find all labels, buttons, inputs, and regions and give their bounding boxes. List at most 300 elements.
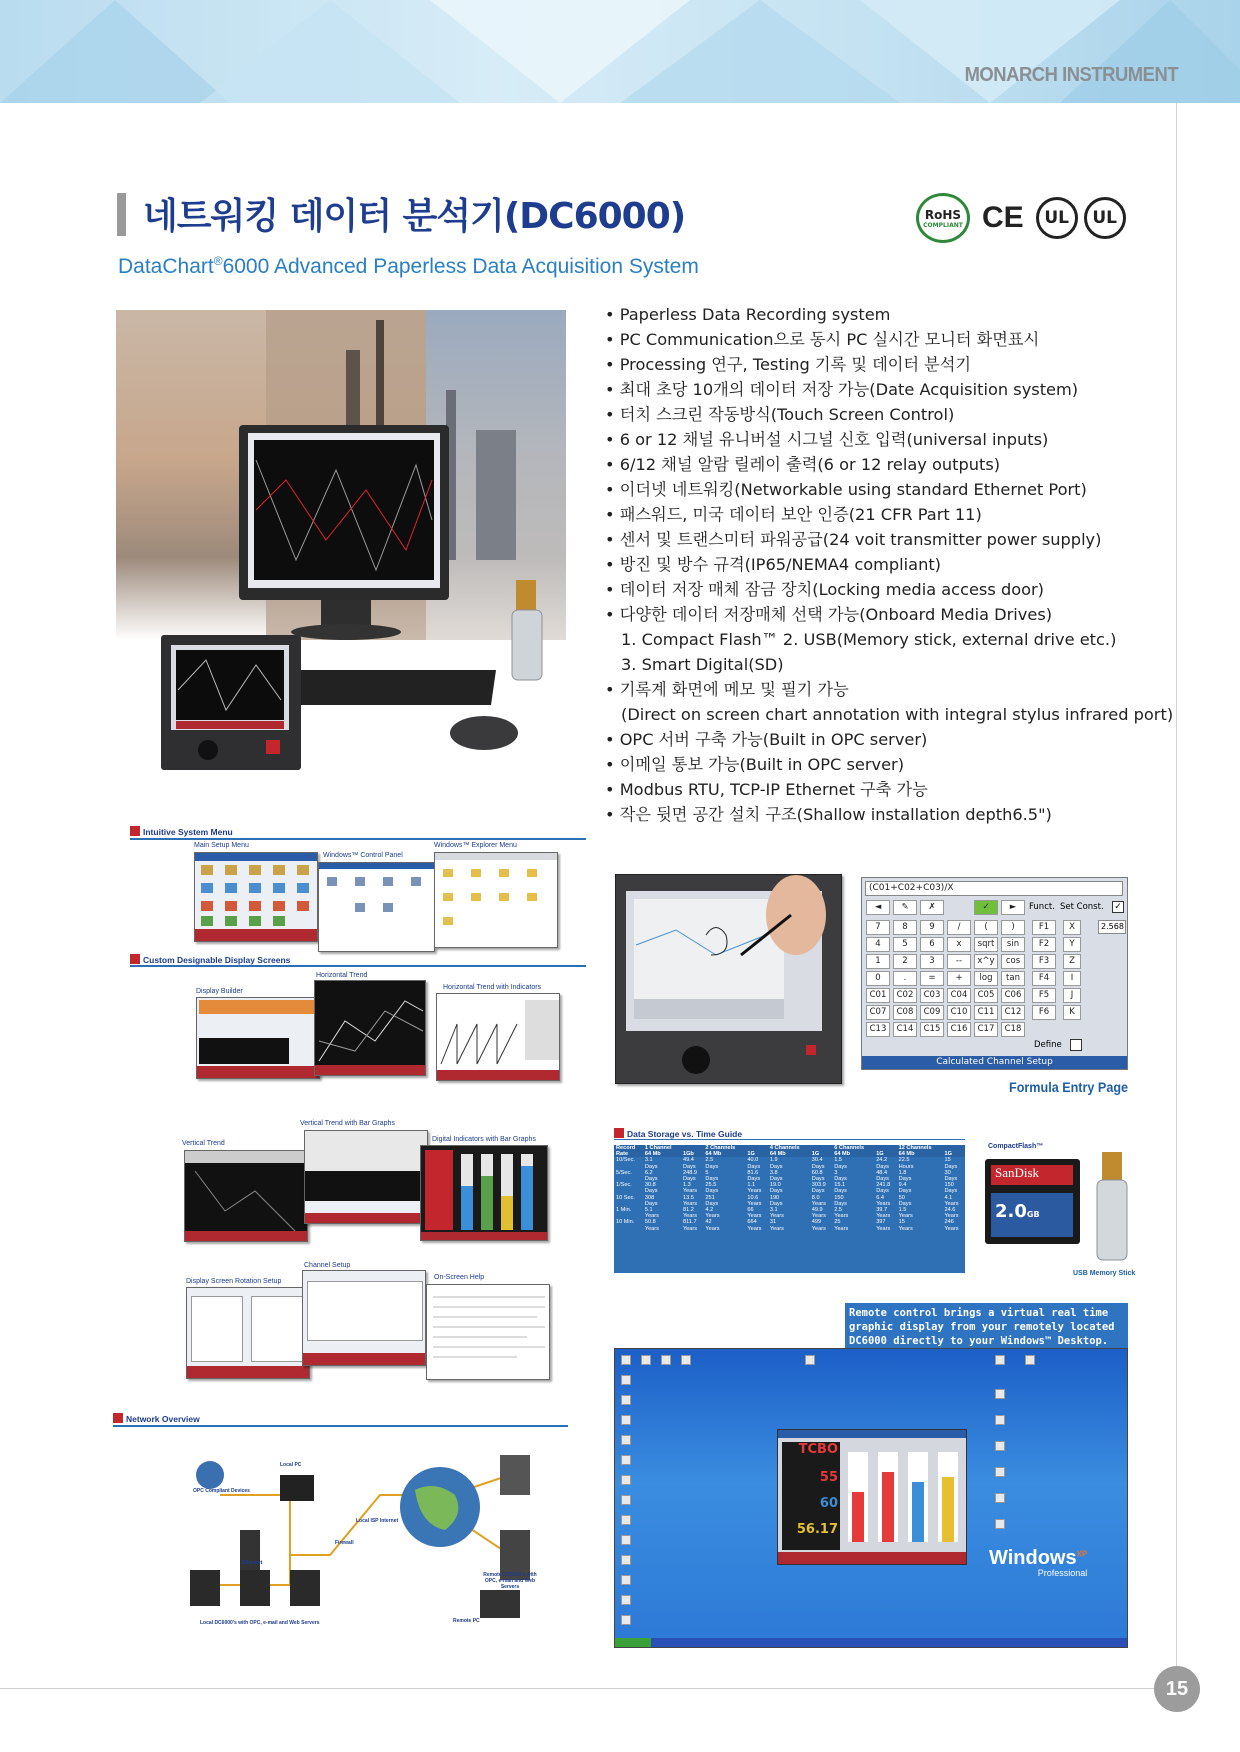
formula-key[interactable]: I — [1063, 971, 1081, 986]
storage-cell: 3.1 — [644, 1157, 653, 1164]
desktop-shortcut-icon[interactable] — [995, 1415, 1005, 1425]
product-illustration — [116, 310, 566, 780]
horizontal-trend-indicators-screenshot — [436, 993, 560, 1081]
readout-3: 60 — [819, 1496, 838, 1511]
formula-key[interactable]: 6 — [920, 937, 944, 952]
desktop-shortcut-icon[interactable] — [1025, 1355, 1035, 1365]
formula-key[interactable]: ( — [974, 920, 998, 935]
right-arrow-key[interactable]: ► — [1001, 900, 1025, 915]
feature-item: • 다양한 데이터 저장매체 선택 가능(Onboard Media Drives) — [605, 605, 1053, 624]
rohs-sub-label: COMPLIANT — [923, 221, 963, 229]
channel-setup-form — [307, 1281, 423, 1341]
feature-item: • Modbus RTU, TCP-IP Ethernet 구축 가능 — [605, 780, 928, 799]
feature-item: • 6/12 채널 알람 릴레이 출력(6 or 12 relay outputs) — [605, 455, 1001, 474]
formula-key[interactable]: 4 — [866, 937, 890, 952]
storage-cell: 1.9 — [769, 1157, 778, 1164]
desktop-shortcut-icon[interactable] — [621, 1435, 631, 1445]
desktop-shortcut-icon[interactable] — [641, 1355, 651, 1365]
storage-cell: Days — [705, 1188, 719, 1195]
storage-cell: 2.5 — [705, 1157, 714, 1164]
storage-cell: 308 — [644, 1194, 655, 1201]
section-rule — [130, 965, 586, 967]
desktop-shortcut-icon[interactable] — [805, 1355, 815, 1365]
storage-cell: 30.4 — [811, 1157, 823, 1164]
funct-label: Funct. — [1029, 902, 1055, 912]
storage-cell: 2 Channels — [703, 1145, 745, 1151]
formula-key[interactable]: ) — [1001, 920, 1025, 935]
footer-rule — [0, 1688, 1160, 1689]
storage-cell: 1G — [942, 1151, 965, 1157]
shot-caption-onscreen-help: On-Screen Help — [434, 1274, 485, 1281]
desktop-shortcut-icon[interactable] — [995, 1519, 1005, 1529]
storage-cell: 22.5 — [898, 1157, 910, 1164]
screen-statusbar — [195, 929, 317, 941]
storage-cell: 64 Mb — [703, 1151, 745, 1157]
storage-cell: 246 — [944, 1219, 954, 1226]
formula-key[interactable]: C17 — [974, 1022, 998, 1037]
bar-graphs — [844, 1442, 964, 1550]
storage-cell: Days — [944, 1176, 958, 1183]
desktop-shortcut-icon[interactable] — [621, 1375, 631, 1385]
header-banner — [0, 0, 1240, 103]
formula-key[interactable]: 0 — [866, 971, 890, 986]
storage-cell: Years — [876, 1225, 891, 1232]
page-subtitle — [118, 254, 699, 279]
storage-cell: 150 — [834, 1194, 844, 1201]
storage-cell — [614, 1226, 643, 1232]
desktop-shortcut-icon[interactable] — [681, 1355, 691, 1365]
remote-viewer-titlebar — [778, 1430, 966, 1438]
storage-cell: Days — [644, 1188, 658, 1195]
storage-cell: 31 — [769, 1219, 777, 1226]
storage-cell: 13.5 — [682, 1194, 694, 1201]
network-label-firewall: Firewall — [335, 1540, 354, 1546]
formula-key[interactable]: C05 — [974, 988, 998, 1003]
formula-key[interactable]: F4 — [1032, 971, 1056, 986]
storage-cell: Days — [834, 1163, 847, 1170]
digital-bars — [421, 1146, 548, 1241]
formula-key[interactable]: 5 — [893, 937, 917, 952]
storage-cell: 25 — [834, 1219, 841, 1226]
formula-key[interactable]: -- — [947, 954, 971, 969]
storage-cell: 64 Mb — [897, 1151, 943, 1157]
feature-item: • PC Communication으로 동시 PC 실시간 모니터 화면표시 — [605, 330, 1040, 349]
storage-cell: 4 Channels — [768, 1145, 810, 1151]
desktop-shortcut-icon[interactable] — [995, 1355, 1005, 1365]
storage-cell: 3.1 — [769, 1207, 778, 1214]
network-label-ethernet: Ethernet — [242, 1560, 263, 1566]
title-accent-bar — [117, 193, 126, 236]
registered-mark: ® — [213, 254, 223, 268]
formula-key[interactable]: C12 — [1001, 1005, 1025, 1020]
usb-stick-image — [1092, 1150, 1132, 1268]
formula-key[interactable]: Y — [1063, 937, 1081, 952]
const-value-field[interactable]: 2.568 — [1098, 920, 1126, 934]
storage-cell: 1Gb — [681, 1151, 703, 1157]
storage-cell: 1G — [874, 1151, 896, 1157]
desktop-shortcut-icon[interactable] — [621, 1515, 631, 1525]
display-builder-screenshot — [196, 997, 320, 1079]
product-hero-image — [116, 310, 566, 780]
rohs-label: RoHS — [924, 207, 962, 222]
feature-item: • 작은 뒷면 공간 설치 구조(Shallow installation depth6.5") — [605, 805, 1052, 824]
storage-cell: Record — [614, 1145, 643, 1151]
formula-key[interactable]: C15 — [920, 1022, 944, 1037]
storage-cell: Years — [898, 1225, 913, 1232]
screen-statusbar — [187, 1366, 309, 1378]
formula-key[interactable]: C02 — [893, 988, 917, 1003]
screen-statusbar — [197, 1066, 319, 1078]
storage-cell: Days — [898, 1176, 912, 1183]
storage-cell: 1G — [810, 1151, 832, 1157]
stylus-annotation-photo — [615, 874, 842, 1084]
storage-cell: Years — [834, 1213, 849, 1220]
screen-titlebar — [195, 853, 317, 861]
storage-cell: Days — [644, 1163, 658, 1170]
storage-cell: 30 — [944, 1169, 951, 1176]
storage-cell: Days — [769, 1200, 783, 1207]
desktop-shortcut-icon[interactable] — [621, 1395, 631, 1405]
formula-key[interactable]: x^y — [974, 954, 998, 969]
rotation-list-right — [251, 1296, 303, 1362]
storage-cell: 3 — [834, 1169, 838, 1176]
storage-cell: Days — [876, 1163, 889, 1170]
feature-item: • 방진 및 방수 규격(IP65/NEMA4 compliant) — [605, 555, 941, 574]
formula-key[interactable]: C09 — [920, 1005, 944, 1020]
feature-sub-item: (Direct on screen chart annotation with integral stylus infrared port) — [621, 705, 1174, 724]
storage-cell: 15.1 — [834, 1182, 846, 1189]
feature-item: • 6 or 12 채널 유니버설 시그널 신호 입력(universal inputs) — [605, 430, 1049, 449]
formula-key[interactable]: 7 — [866, 920, 890, 935]
network-diagram — [180, 1435, 540, 1635]
storage-cell: Days — [747, 1176, 761, 1183]
desktop-shortcut-icon[interactable] — [621, 1535, 631, 1545]
storage-cell: 10 Sec. — [616, 1194, 635, 1201]
storage-cell: 15 — [898, 1219, 905, 1226]
storage-cell: Years — [876, 1213, 891, 1220]
storage-cell: Years — [682, 1225, 698, 1232]
storage-cell: 66 — [747, 1207, 754, 1214]
formula-key[interactable]: F6 — [1032, 1005, 1056, 1020]
desktop-shortcut-icon[interactable] — [661, 1355, 671, 1365]
header-pattern — [0, 0, 1240, 103]
stylus-illustration — [616, 875, 842, 1084]
feature-list — [605, 302, 1174, 827]
section-heading-network: Network Overview — [113, 1413, 200, 1424]
formula-key[interactable]: C18 — [1001, 1022, 1025, 1037]
compactflash-card — [985, 1159, 1080, 1244]
cf-size: 2.0 — [995, 1201, 1027, 1222]
storage-cell: 1/Sec. — [616, 1182, 632, 1189]
formula-key[interactable]: tan — [1001, 971, 1025, 986]
stylus-key[interactable]: ✎ — [893, 900, 917, 915]
onscreen-help-screenshot — [426, 1284, 550, 1380]
storage-cell: Years — [644, 1225, 659, 1232]
storage-cell: 248.9 — [682, 1169, 697, 1176]
storage-cell: Years — [811, 1225, 826, 1232]
shot-caption-horizontal-trend-indicators: Horizontal Trend with Indicators — [443, 984, 542, 991]
feature-item: • Processing 연구, Testing 기록 및 데이터 분석기 — [605, 355, 972, 374]
taskbar[interactable] — [615, 1638, 1127, 1647]
storage-cell: Days — [644, 1176, 658, 1183]
desktop-shortcut-icon[interactable] — [995, 1441, 1005, 1451]
explorer-icons — [435, 853, 558, 948]
storage-time-table — [614, 1145, 965, 1273]
feature-item: • 데이터 저장 매체 잠금 장치(Locking media access door) — [605, 580, 1044, 599]
storage-cell: 15 — [944, 1157, 951, 1164]
storage-cell: Years — [644, 1213, 659, 1220]
storage-cell: 50.8 — [644, 1219, 656, 1226]
storage-cell: 1.1 — [747, 1182, 756, 1189]
desktop-shortcut-icon[interactable] — [621, 1595, 631, 1605]
builder-header-row — [199, 1000, 317, 1014]
storage-cell: Years — [944, 1213, 959, 1220]
storage-cell: Years — [682, 1200, 698, 1207]
formula-key[interactable]: + — [947, 971, 971, 986]
cul-logo: UL — [1084, 197, 1126, 239]
rohs-logo — [916, 193, 970, 243]
formula-key[interactable]: C04 — [947, 988, 971, 1003]
formula-key[interactable]: F1 — [1032, 920, 1056, 935]
storage-cell: Days — [747, 1163, 761, 1170]
storage-cell: Days — [944, 1188, 958, 1195]
storage-cell: 6.4 — [876, 1194, 884, 1201]
main-setup-screenshot — [194, 852, 318, 942]
formula-key[interactable]: F3 — [1032, 954, 1056, 969]
storage-cell: 64 Mb — [832, 1151, 874, 1157]
feature-item: • 이더넷 네트워킹(Networkable using standard Ethernet Port) — [605, 480, 1087, 499]
shot-caption-control-panel: Windows™ Control Panel — [323, 852, 403, 859]
formula-key[interactable]: F2 — [1032, 937, 1056, 952]
storage-cell: 10/Sec. — [616, 1157, 635, 1164]
storage-cell: 24.2 — [876, 1157, 888, 1164]
windows-xp-logo — [989, 1547, 1087, 1578]
shot-caption-horizontal-trend: Horizontal Trend — [316, 972, 368, 979]
subtitle-prefix: DataChart — [118, 255, 214, 278]
cancel-key[interactable]: ✗ — [920, 900, 944, 915]
storage-cell: 25.5 — [705, 1182, 717, 1189]
section-heading-storage: Data Storage vs. Time Guide — [614, 1128, 742, 1139]
storage-cell: 40.0 — [747, 1157, 759, 1164]
storage-cell: 2.5 — [834, 1207, 843, 1214]
storage-cell: 4.1 — [944, 1194, 953, 1201]
formula-key[interactable]: C13 — [866, 1022, 890, 1037]
storage-cell: Days — [769, 1188, 783, 1195]
trend-sawtooth — [437, 994, 560, 1081]
network-label-remote-units: Remote DC6000's with OPC, e-mail and Web Servers — [483, 1572, 537, 1590]
formula-key[interactable]: / — [947, 920, 971, 935]
formula-key[interactable]: C06 — [1001, 988, 1025, 1003]
storage-cell: Days — [834, 1176, 847, 1183]
desktop-shortcut-icon[interactable] — [621, 1615, 631, 1625]
storage-cell: 10.6 — [747, 1194, 759, 1201]
storage-cell: Days — [876, 1176, 889, 1183]
remote-viewer-window — [777, 1429, 967, 1565]
storage-cell: Hours — [898, 1163, 914, 1170]
vertical-trend-bars — [305, 1131, 428, 1224]
formula-key[interactable]: C01 — [866, 988, 890, 1003]
storage-table — [614, 1145, 965, 1232]
formula-key[interactable]: C11 — [974, 1005, 998, 1020]
screen-statusbar — [303, 1353, 425, 1365]
rotation-list-left — [191, 1296, 243, 1362]
network-label-local-pc: Local PC — [280, 1462, 302, 1468]
storage-cell: Days — [834, 1200, 847, 1207]
desktop-shortcut-icon[interactable] — [621, 1555, 631, 1565]
formula-key[interactable]: 8 — [893, 920, 917, 935]
storage-cell: Days — [811, 1176, 825, 1183]
formula-key[interactable]: C07 — [866, 1005, 890, 1020]
formula-key[interactable]: C08 — [893, 1005, 917, 1020]
desktop-shortcut-icon[interactable] — [621, 1495, 631, 1505]
storage-cell: 8.0 — [811, 1194, 820, 1201]
formula-key[interactable]: K — [1063, 1005, 1081, 1020]
storage-cell: Days — [644, 1200, 658, 1207]
storage-cell: Years — [747, 1225, 762, 1232]
storage-cell: Years — [747, 1213, 762, 1220]
formula-key[interactable]: F5 — [1032, 988, 1056, 1003]
storage-cell: Years — [876, 1200, 891, 1207]
control-panel-icons — [319, 863, 435, 952]
feature-item: • OPC 서버 구축 가능(Built in OPC server) — [605, 730, 928, 749]
start-button[interactable] — [615, 1638, 651, 1647]
storage-cell: Years — [944, 1200, 959, 1207]
formula-key[interactable]: C03 — [920, 988, 944, 1003]
storage-cell: 42 — [705, 1219, 712, 1226]
section-rule — [614, 1139, 965, 1140]
formula-key[interactable]: Z — [1063, 954, 1081, 969]
shot-caption-rotation: Display Screen Rotation Setup — [186, 1278, 282, 1285]
storage-cell: Years — [705, 1213, 720, 1220]
readout-4: 56.17 — [796, 1522, 838, 1537]
formula-key[interactable]: = — [920, 971, 944, 986]
formula-key[interactable]: J — [1063, 988, 1081, 1003]
storage-cell: 12 Channels — [897, 1145, 943, 1151]
formula-key[interactable]: cos — [1001, 954, 1025, 969]
feature-item: • Paperless Data Recording system — [605, 305, 891, 324]
cf-unit: GB — [1026, 1210, 1040, 1219]
feature-item: • 기록계 화면에 메모 및 필기 가능 — [605, 680, 849, 699]
storage-cell: 1.3 — [682, 1182, 691, 1189]
storage-cell: 64 Mb — [643, 1151, 681, 1157]
storage-cell: 303.9 — [811, 1182, 826, 1189]
formula-key[interactable]: x — [947, 937, 971, 952]
storage-cell: 5.1 — [644, 1207, 653, 1214]
storage-cell: Days — [705, 1200, 719, 1207]
desktop-shortcut-icon[interactable] — [621, 1575, 631, 1585]
storage-cell: 811.7 — [682, 1219, 697, 1226]
storage-cell: 5 — [705, 1169, 709, 1176]
control-panel-screenshot — [318, 862, 435, 952]
desktop-shortcut-icon[interactable] — [621, 1415, 631, 1425]
formula-key[interactable]: log — [974, 971, 998, 986]
help-text-lines — [427, 1285, 550, 1380]
formula-key[interactable]: X — [1063, 920, 1081, 935]
readout-1: TCBO — [798, 1442, 838, 1457]
remote-viewer-statusbar — [778, 1552, 966, 1564]
storage-cell: Days — [769, 1176, 783, 1183]
define-checkbox[interactable] — [1070, 1039, 1082, 1051]
storage-cell: Years — [944, 1225, 959, 1232]
storage-cell: 190 — [769, 1194, 780, 1201]
storage-cell: Days — [769, 1163, 783, 1170]
formula-key[interactable]: 9 — [920, 920, 944, 935]
network-label-remote-pc: Remote PC — [453, 1618, 480, 1624]
formula-key[interactable]: 1 — [866, 954, 890, 969]
storage-cell: 81.2 — [682, 1207, 694, 1214]
feature-item: • 패스워드, 미국 데이터 보안 인증(21 CFR Part 11) — [605, 505, 982, 524]
storage-cell: Years — [747, 1200, 762, 1207]
usb-stick-label: USB Memory Stick — [1073, 1270, 1136, 1277]
horizontal-trend-screenshot — [314, 980, 426, 1076]
set-const-checkbox[interactable]: ✓ — [1112, 901, 1124, 913]
formula-key[interactable]: . — [893, 971, 917, 986]
formula-expression-field[interactable]: (C01+C02+C03)/X — [865, 881, 1123, 896]
storage-cell: 499 — [811, 1219, 822, 1226]
storage-cell: 19.0 — [769, 1182, 781, 1189]
formula-key[interactable]: C14 — [893, 1022, 917, 1037]
storage-cell: 64 Mb — [768, 1151, 810, 1157]
formula-key[interactable]: sin — [1001, 937, 1025, 952]
network-label-opc: OPC Compliant Devices — [193, 1488, 250, 1494]
shot-caption-explorer: Windows™ Explorer Menu — [434, 842, 517, 849]
network-label-internet: Local ISP Internet — [356, 1518, 399, 1524]
desktop-shortcut-icon[interactable] — [995, 1493, 1005, 1503]
section-rule — [130, 838, 586, 840]
formula-key[interactable]: 2 — [893, 954, 917, 969]
storage-cell: Years — [682, 1188, 698, 1195]
storage-cell: 3.8 — [769, 1169, 778, 1176]
desktop-shortcut-icon[interactable] — [621, 1355, 631, 1365]
storage-cell: Days — [944, 1163, 958, 1170]
accept-key[interactable]: ✓ — [974, 900, 998, 915]
left-arrow-key[interactable]: ◄ — [866, 900, 890, 915]
storage-cell: 150 — [944, 1182, 954, 1189]
storage-cell: 241.8 — [876, 1182, 891, 1189]
formula-key[interactable]: C10 — [947, 1005, 971, 1020]
vertical-trend-bar-screenshot — [304, 1130, 428, 1224]
formula-key[interactable]: 3 — [920, 954, 944, 969]
desktop-shortcut-icon[interactable] — [995, 1467, 1005, 1477]
windows-edition-label: Professional — [1037, 1568, 1088, 1578]
formula-entry-screenshot — [861, 877, 1128, 1070]
storage-cell: 30.8 — [644, 1182, 656, 1189]
certification-logos — [916, 193, 1126, 243]
storage-cell: Days — [682, 1163, 696, 1170]
storage-cell: 49.9 — [811, 1207, 823, 1214]
formula-key[interactable]: C16 — [947, 1022, 971, 1037]
network-label-local-units: Local DC6000's with OPC, e-mail and Web Servers — [200, 1620, 320, 1626]
desktop-shortcut-icon[interactable] — [621, 1475, 631, 1485]
storage-cell: 1.8 — [898, 1169, 907, 1176]
shot-caption-channel-setup: Channel Setup — [304, 1262, 351, 1269]
desktop-shortcut-icon[interactable] — [995, 1389, 1005, 1399]
shot-caption-digital-indicators: Digital Indicators with Bar Graphs — [432, 1136, 536, 1143]
vertical-trend-screenshot — [184, 1150, 308, 1242]
storage-cell: Years — [769, 1213, 784, 1220]
storage-cell: 49.4 — [682, 1157, 694, 1164]
desktop-shortcut-icon[interactable] — [621, 1455, 631, 1465]
trend-lines — [315, 981, 426, 1076]
storage-cell: Years — [898, 1213, 913, 1220]
storage-cell: 1 Channel — [643, 1145, 681, 1151]
storage-cell: Years — [811, 1200, 826, 1207]
storage-cell: Days — [834, 1188, 847, 1195]
shot-caption-display-builder: Display Builder — [196, 988, 243, 995]
formula-key[interactable]: sqrt — [974, 937, 998, 952]
storage-cell: Years — [834, 1225, 849, 1232]
remote-control-note: Remote control brings a virtual real time graphic display from your remotely located DC6000 directly to your Windows™ Desktop. — [845, 1303, 1128, 1352]
